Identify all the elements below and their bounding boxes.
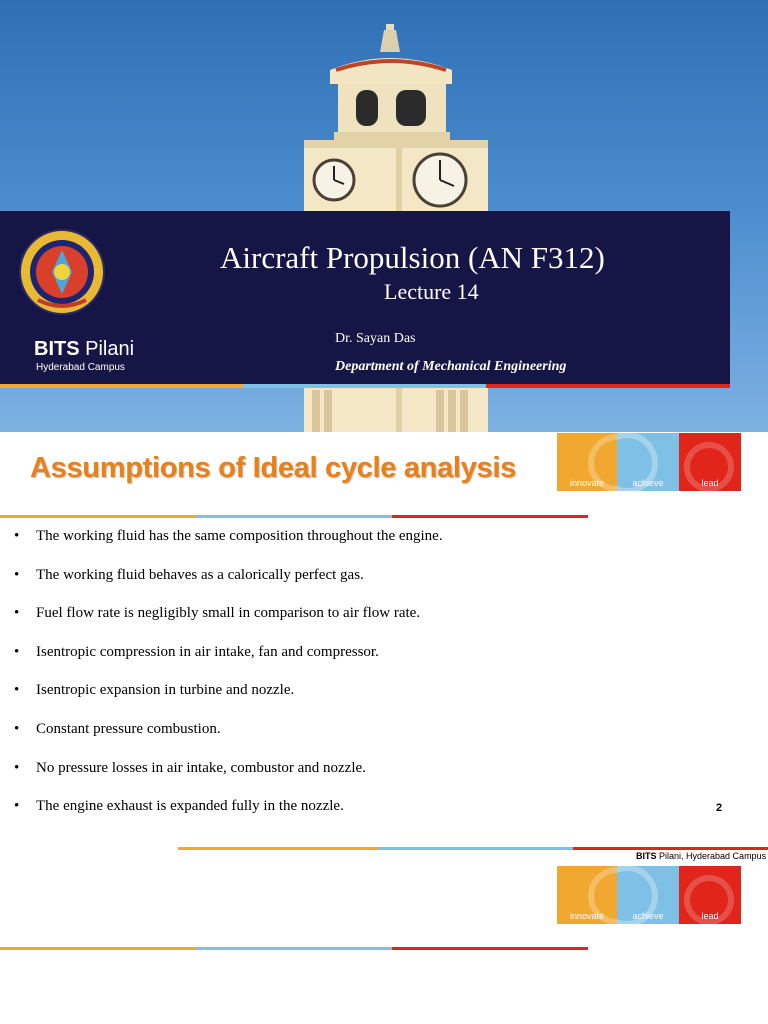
- tag-lead-label: lead: [701, 478, 719, 488]
- bottom-divider: [0, 947, 588, 950]
- bits-pilani-logo: [18, 228, 106, 316]
- tag-innovate: [557, 433, 617, 491]
- department-name: Department of Mechanical Engineering: [335, 359, 567, 374]
- list-item-text: The working fluid behaves as a calorically perfect gas.: [36, 566, 364, 583]
- course-title: Aircraft Propulsion (AN F312): [220, 240, 605, 275]
- tag-innovate: [557, 866, 617, 924]
- list-item-text: Isentropic expansion in turbine and nozzle.: [36, 682, 295, 699]
- lecture-number: Lecture 14: [384, 279, 479, 304]
- list-item: • The engine exhaust is expanded fully in the nozzle.: [14, 798, 344, 815]
- tag-lead: [679, 433, 741, 491]
- heading-underline: [0, 515, 588, 518]
- slide-heading: Assumptions of Ideal cycle analysis: [30, 452, 516, 484]
- list-item-text: Constant pressure combustion.: [36, 720, 221, 737]
- list-item-text: Isentropic compression in air intake, fan and compressor.: [36, 643, 379, 660]
- content-slide: [0, 432, 768, 1024]
- footer-campus-label: [636, 851, 766, 861]
- list-item-text: Fuel flow rate is negligibly small in comparison to air flow rate.: [36, 605, 421, 622]
- footer-divider: [178, 847, 768, 850]
- institute-name-rest: Pilani: [79, 338, 135, 360]
- brand-tagline-top: [557, 433, 741, 491]
- tag-lead: [679, 866, 741, 924]
- brand-tagline-bottom: [557, 866, 741, 924]
- tag-achieve: [617, 866, 679, 924]
- list-item: • No pressure losses in air intake, combustor and nozzle.: [14, 759, 366, 776]
- tag-innovate-label: innovate: [569, 478, 605, 488]
- list-item: • The working fluid behaves as a calorically perfect gas.: [14, 566, 364, 583]
- tag-innovate-label: innovate: [569, 911, 605, 921]
- footer-rest: Pilani, Hyderabad Campus: [656, 851, 767, 861]
- list-item: • Fuel flow rate is negligibly small in comparison to air flow rate.: [14, 605, 421, 622]
- tag-achieve-label: achieve: [632, 911, 664, 921]
- page-number: 2: [716, 802, 723, 814]
- footer-bits: BITS: [636, 851, 657, 861]
- tag-achieve: [617, 433, 679, 491]
- list-item: • Isentropic expansion in turbine and nozzle.: [14, 682, 295, 699]
- author-name: Dr. Sayan Das: [335, 331, 416, 346]
- list-item-text: The working fluid has the same composition throughout the engine.: [36, 528, 443, 544]
- list-item-text: No pressure losses in air intake, combustor and nozzle.: [36, 759, 366, 776]
- list-item-text: The engine exhaust is expanded fully in the nozzle.: [36, 798, 344, 815]
- institute-name: [34, 338, 134, 361]
- institute-campus: Hyderabad Campus: [36, 362, 125, 373]
- assumption-list: [14, 528, 443, 837]
- banner-color-stripe: [0, 384, 730, 388]
- title-slide: [0, 0, 768, 432]
- tag-achieve-label: achieve: [632, 478, 664, 488]
- institute-name-bold: BITS: [34, 338, 80, 360]
- tag-lead-label: lead: [701, 911, 719, 921]
- list-item: • Isentropic compression in air intake, fan and compressor.: [14, 643, 379, 660]
- list-item: • The working fluid has the same composition throughout the engine.: [14, 528, 443, 544]
- list-item: • Constant pressure combustion.: [14, 720, 221, 737]
